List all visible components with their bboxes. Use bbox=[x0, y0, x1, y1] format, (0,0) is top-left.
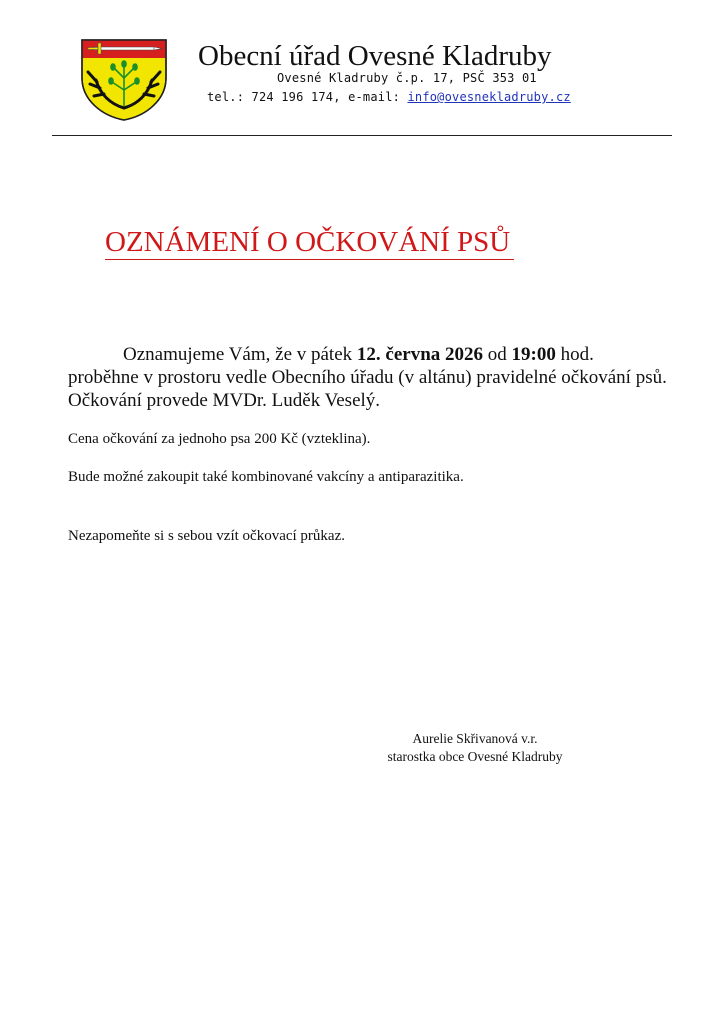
main-paragraph bbox=[68, 343, 668, 412]
signature-block bbox=[370, 730, 580, 766]
email-link[interactable]: info@ovesnekladruby.cz bbox=[407, 90, 571, 104]
price-paragraph: Cena očkování za jednoho psa 200 Kč (vzteklina). bbox=[68, 431, 371, 447]
office-address: Ovesné Kladruby č.p. 17, PSČ 353 01 bbox=[277, 71, 537, 85]
header-divider bbox=[52, 135, 672, 136]
signature-name: Aurelie Skřivanová v.r. bbox=[412, 731, 538, 746]
event-time: 19:00 bbox=[511, 344, 556, 365]
contact-phone: tel.: 724 196 174, e-mail: bbox=[207, 90, 408, 104]
main-text-part2: od bbox=[483, 344, 512, 365]
event-date: 12. června 2026 bbox=[356, 344, 484, 365]
office-title: Obecní úřad Ovesné Kladruby bbox=[198, 40, 552, 72]
notice-title: OZNÁMENÍ O OČKOVÁNÍ PSŮ bbox=[105, 225, 514, 260]
vaccines-paragraph: Bude možné zakoupit také kombinované vakcíny a antiparazitika. bbox=[68, 469, 464, 485]
main-text-part3: hod. proběhne v prostoru vedle Obecního úřadu (v altánu) pravidelné očkování psů. Očkování provede MVDr. Luděk Veselý. bbox=[68, 344, 667, 411]
office-contact bbox=[207, 90, 571, 104]
coat-of-arms-logo bbox=[80, 38, 168, 122]
reminder-paragraph: Nezapomeňte si s sebou vzít očkovací průkaz. bbox=[68, 528, 345, 544]
signature-role: starostka obce Ovesné Kladruby bbox=[387, 749, 563, 764]
main-text-part1: Oznamujeme Vám, že v pátek bbox=[123, 344, 357, 365]
